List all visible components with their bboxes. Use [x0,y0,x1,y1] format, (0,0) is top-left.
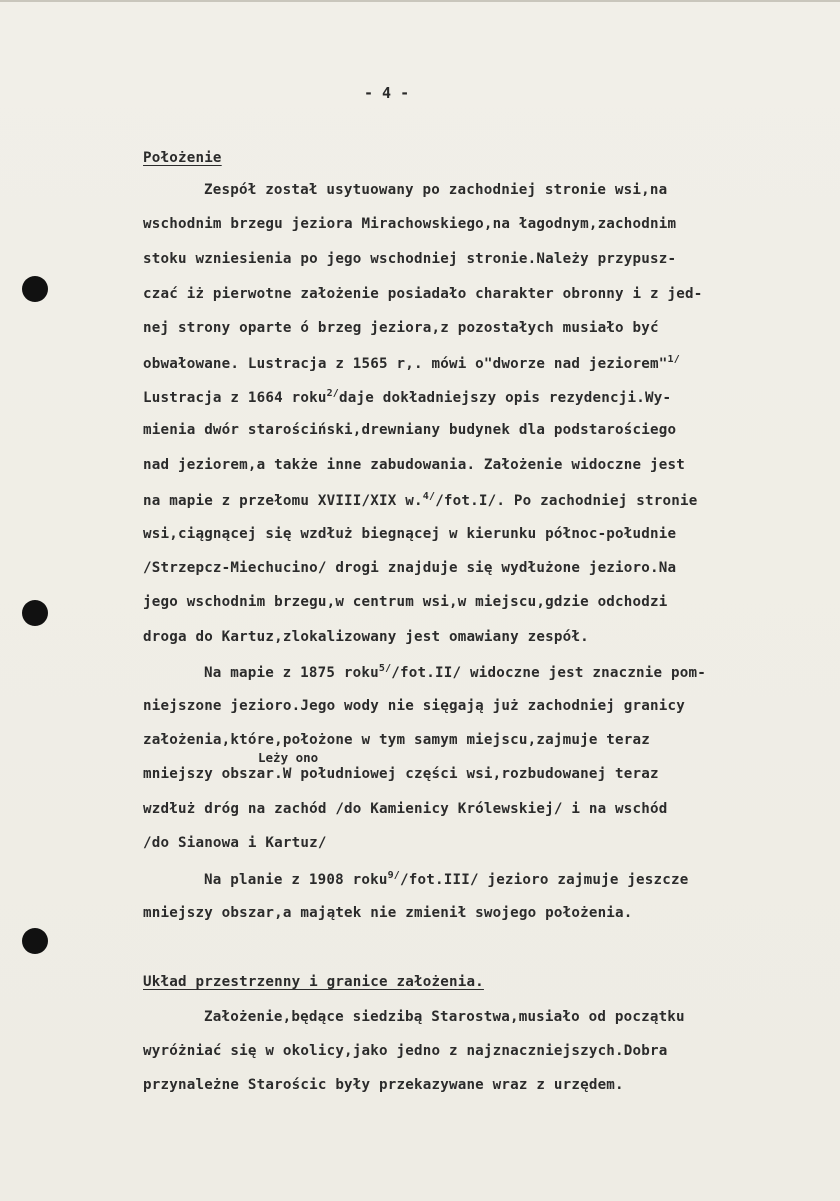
footnote-mark: 5/ [378,663,392,674]
section-heading: Położenie [143,150,222,166]
text-line: przynależne Starościc były przekazywane wraz z urzędem. [143,1077,624,1093]
text-span: daje dokładniejszy opis rezydencji.Wy- [339,390,672,406]
text-span: /fot.II/ widoczne jest znacznie pom- [391,665,706,681]
text-line [204,663,706,681]
punch-hole [22,600,48,626]
text-line [143,766,659,782]
text-line: czać iż pierwotne założenie posiadało charakter obronny i z jed- [143,286,703,302]
text-span: na mapie z przełomu XVIII/XIX w. [143,493,423,509]
text-line: jego wschodnim brzegu,w centrum wsi,w miejscu,gdzie odchodzi [143,594,668,610]
footnote-mark: 4/ [422,491,436,502]
text-span: obwałowane. Lustracja z 1565 r,. mówi o"dworze nad jeziorem" [143,356,668,372]
punch-hole [22,276,48,302]
text-span: Lustracja z 1664 roku [143,390,327,406]
text-span: W południowej części wsi,rozbudowanej teraz [282,766,659,782]
footnote-mark: 9/ [387,870,401,881]
text-line [143,354,680,372]
text-line [143,388,671,406]
text-line: niejszone jezioro.Jego wody nie sięgają już zachodniej granicy [143,698,685,714]
text-line: wsi,ciągnącej się wzdłuż biegnącej w kierunku północ-południe [143,526,677,542]
text-line: nej strony oparte ó brzeg jeziora,z pozostałych musiało być [143,320,659,336]
text-line: wzdłuż dróg na zachód /do Kamienicy Królewskiej/ i na wschód [143,801,668,817]
text-span: mniejszy obszar. [143,766,283,782]
text-line: mniejszy obszar,a majątek nie zmienił swojego położenia. [143,905,633,921]
footnote-mark: 2/ [326,388,340,399]
section-heading: Układ przestrzenny i granice założenia. [143,974,484,990]
text-line: stoku wzniesienia po jego wschodniej stronie.Należy przypusz- [143,251,677,267]
text-line: Założenie,będące siedzibą Starostwa,musiało od początku [204,1009,685,1025]
text-line: nad jeziorem,a także inne zabudowania. Założenie widoczne jest [143,457,685,473]
text-line [143,491,697,509]
text-span: Na planie z 1908 roku [204,872,388,888]
text-span: /fot.III/ jezioro zajmuje jeszcze [400,872,689,888]
text-line: Zespół został usytuowany po zachodniej stronie wsi,na [204,182,668,198]
text-line: /Strzepcz-Miechucino/ drogi znajduje się wydłużone jezioro.Na [143,560,677,576]
text-span: Na mapie z 1875 roku [204,665,379,681]
text-span: /fot.I/. Po zachodniej stronie [435,493,698,509]
text-line [204,870,689,888]
text-line: droga do Kartuz,zlokalizowany jest omawiany zespół. [143,629,589,645]
page-number: - 4 - [364,84,410,102]
text-line: wyróżniać się w okolicy,jako jedno z najznaczniejszych.Dobra [143,1043,668,1059]
handwritten-insert: Leży ono [258,750,319,765]
punch-hole [22,928,48,954]
text-line: /do Sianowa i Kartuz/ [143,835,327,851]
text-line: wschodnim brzegu jeziora Mirachowskiego,na łagodnym,zachodnim [143,216,677,232]
footnote-mark: 1/ [667,354,680,365]
text-line: założenia,które,położone w tym samym miejscu,zajmuje teraz [143,732,651,748]
text-line: mienia dwór starościński,drewniany budynek dla podstarościego [143,422,677,438]
